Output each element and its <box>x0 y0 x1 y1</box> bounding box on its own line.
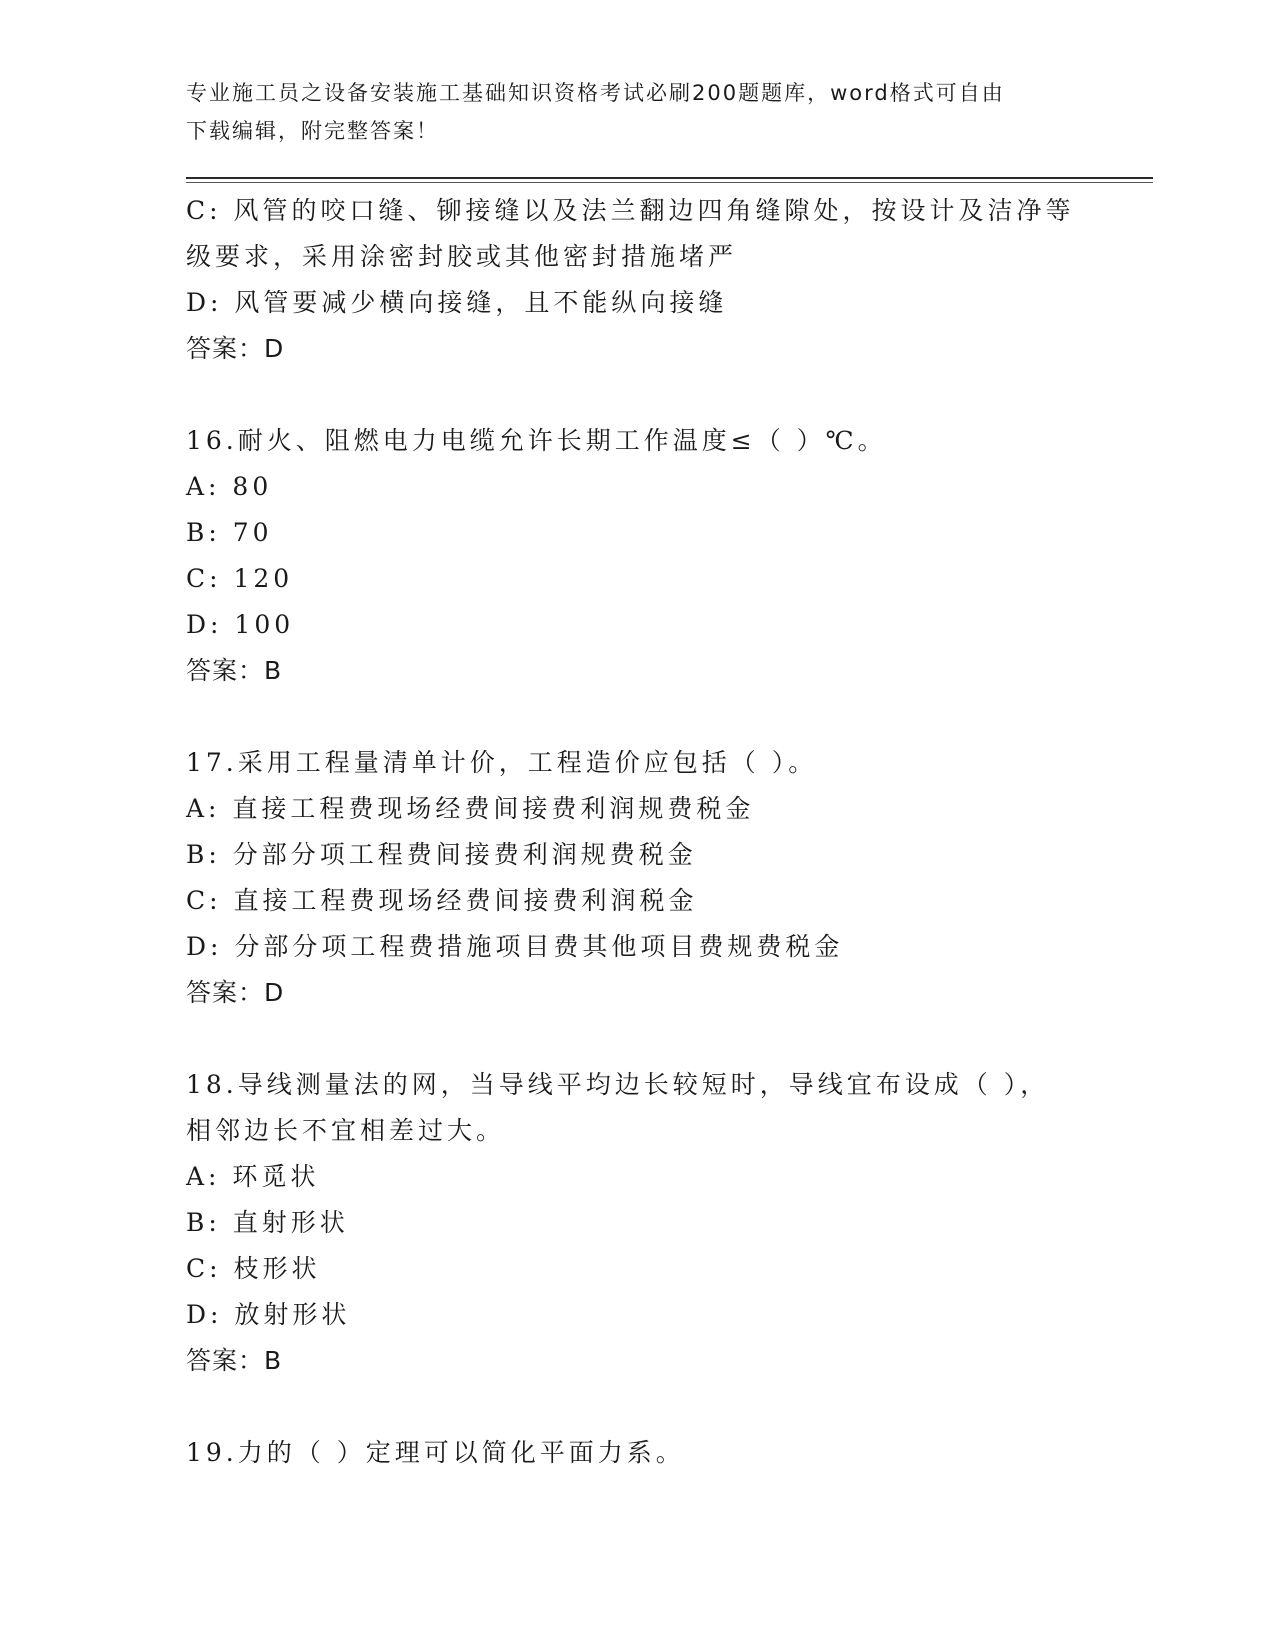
option-c: C: 120 <box>186 564 294 593</box>
spacer <box>186 694 1086 740</box>
header-line-2: 下载编辑，附完整答案！ <box>186 119 439 143</box>
option-a: A: 直接工程费现场经费间接费利润规费税金 <box>186 794 755 823</box>
answer: 答案：B <box>186 1346 283 1375</box>
question-text: 19.力的（ ）定理可以简化平面力系。 <box>186 1438 685 1467</box>
option-a: A: 80 <box>186 472 273 501</box>
spacer <box>186 372 1086 418</box>
question-text: 16.耐火、阻燃电力电缆允许长期工作温度≤（ ）℃。 <box>186 426 887 455</box>
option-c: C: 枝形状 <box>186 1254 321 1283</box>
option-a: A: 环觅状 <box>186 1162 320 1191</box>
question-block-15 <box>186 188 1086 372</box>
option-b: B: 直射形状 <box>186 1208 349 1237</box>
question-list <box>186 188 1086 1476</box>
option-d: D: 风管要减少横向接缝，且不能纵向接缝 <box>186 288 728 317</box>
spacer <box>186 1384 1086 1430</box>
option-c-line-2: 级要求，采用涂密封胶或其他密封措施堵严 <box>186 242 738 271</box>
option-c: C: 直接工程费现场经费间接费利润税金 <box>186 886 698 915</box>
option-c-line-1: C: 风管的咬口缝、铆接缝以及法兰翻边四角缝隙处，按设计及洁净等 <box>186 196 1075 225</box>
header-line-1: 专业施工员之设备安装施工基础知识资格考试必刷200题题库，word格式可自由 <box>186 81 1005 105</box>
question-text-line-2: 相邻边长不宜相差过大。 <box>186 1116 506 1145</box>
question-block-17 <box>186 740 1086 1016</box>
document-header <box>186 74 1086 150</box>
question-text: 17.采用工程量清单计价，工程造价应包括（ ）。 <box>186 748 818 777</box>
question-text-line-1: 18.导线测量法的网，当导线平均边长较短时，导线宜布设成（ ）， <box>186 1070 1050 1099</box>
question-block-16 <box>186 418 1086 694</box>
option-b: B: 70 <box>186 518 273 547</box>
header-divider-thick <box>186 177 1153 179</box>
header-divider-thin <box>186 182 1153 183</box>
question-block-19 <box>186 1430 1086 1476</box>
spacer <box>186 1016 1086 1062</box>
answer: 答案：D <box>186 334 285 363</box>
option-b: B: 分部分项工程费间接费利润规费税金 <box>186 840 697 869</box>
answer: 答案：B <box>186 656 283 685</box>
answer: 答案：D <box>186 978 285 1007</box>
option-d: D: 分部分项工程费措施项目费其他项目费规费税金 <box>186 932 844 961</box>
question-block-18 <box>186 1062 1086 1384</box>
option-d: D: 100 <box>186 610 295 639</box>
option-d: D: 放射形状 <box>186 1300 351 1329</box>
